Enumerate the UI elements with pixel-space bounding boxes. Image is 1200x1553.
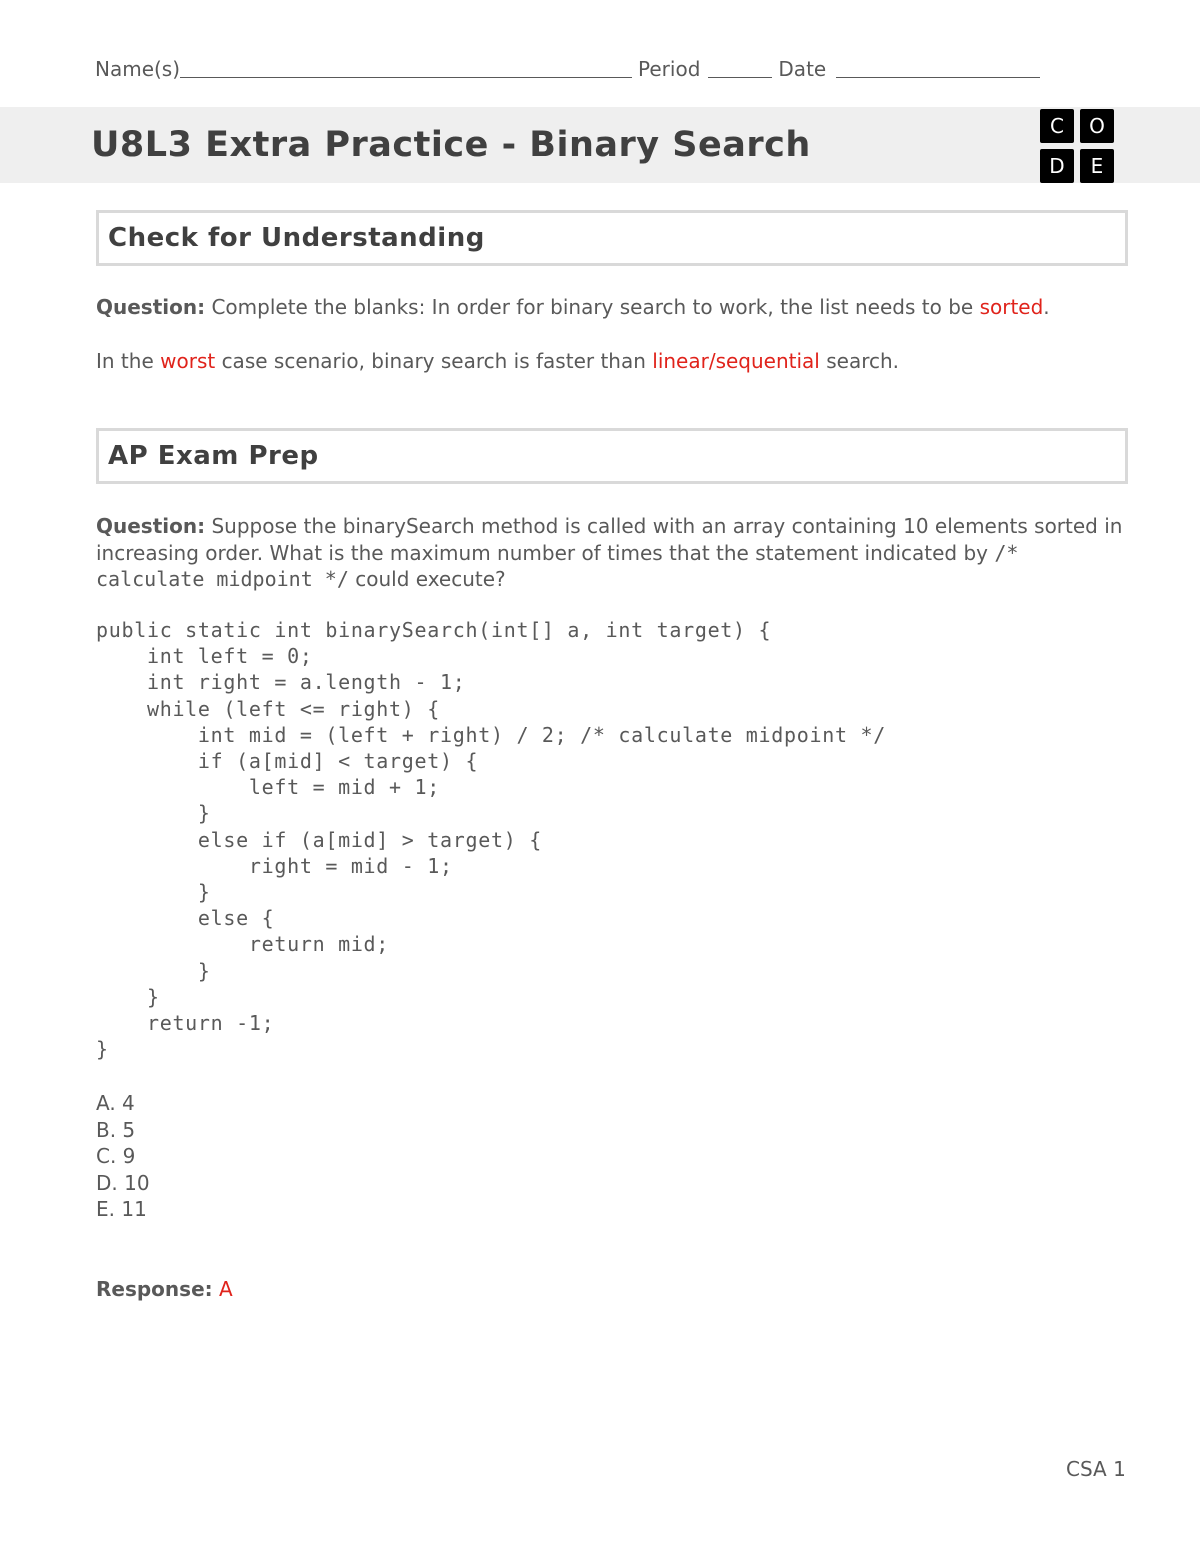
question-text: Suppose the binarySearch method is called with an array containing 10 elements sorted in increasing order. What is the maximum number of times that the statement indicated by — [96, 514, 1123, 565]
choice-b: B. 5 — [96, 1117, 136, 1142]
date-blank — [836, 53, 1040, 78]
answer-linear-sequential: linear/sequential — [652, 349, 820, 373]
section-ap-exam-prep — [96, 428, 1128, 484]
logo-letter-c: C — [1040, 109, 1074, 143]
names-label: Name(s) — [95, 57, 181, 81]
period-label: Period — [638, 57, 701, 81]
question-2 — [96, 348, 1136, 375]
answer-choices — [96, 1090, 150, 1223]
question-text: could execute? — [355, 567, 506, 591]
section-heading: Check for Understanding — [108, 223, 485, 253]
choice-a: A. 4 — [96, 1091, 135, 1115]
page-title: U8L3 Extra Practice - Binary Search — [91, 125, 811, 165]
choice-d: D. 10 — [96, 1170, 150, 1195]
answer-worst: worst — [160, 349, 216, 373]
question-text: case scenario, binary search is faster than — [221, 349, 646, 373]
section-check-for-understanding — [96, 210, 1128, 266]
code-logo — [1040, 109, 1116, 185]
logo-letter-d: D — [1040, 149, 1074, 183]
logo-letter-e: E — [1080, 149, 1114, 183]
question-text: In the — [96, 349, 154, 373]
code-listing: public static int binarySearch(int[] a, int target) { int left = 0; int right = a.length - 1; while (left <= right) { int mid = (left + right) / 2; /* calculate midpoint */ if (a[mid] < target) { left = mid + 1; } else if (a[mid] > target) { right = mid - 1; } else { return mid; } } return -1; } — [96, 618, 886, 1062]
question-label: Question: — [96, 514, 206, 538]
answer-sorted: sorted — [979, 295, 1044, 319]
question-ap — [96, 513, 1126, 593]
names-blank — [180, 53, 632, 78]
date-label: Date — [778, 57, 827, 81]
student-info-line — [95, 52, 1060, 82]
response-value: A — [219, 1277, 233, 1301]
response — [96, 1276, 233, 1302]
section-heading: AP Exam Prep — [108, 441, 319, 471]
question-1 — [96, 294, 1136, 321]
period-blank — [708, 53, 772, 78]
footer-course-label: CSA 1 — [1066, 1457, 1126, 1481]
question-text: Complete the blanks: In order for binary search to work, the list needs to be — [211, 295, 974, 319]
logo-letter-o: O — [1080, 109, 1114, 143]
response-label: Response: — [96, 1277, 213, 1301]
choice-e: E. 11 — [96, 1197, 147, 1221]
choice-c: C. 9 — [96, 1144, 136, 1168]
question-text: search. — [826, 349, 900, 373]
question-text-end: . — [1043, 295, 1050, 319]
question-label: Question: — [96, 295, 206, 319]
question-inline-code: /* calculate midpoint */ — [96, 540, 1019, 591]
